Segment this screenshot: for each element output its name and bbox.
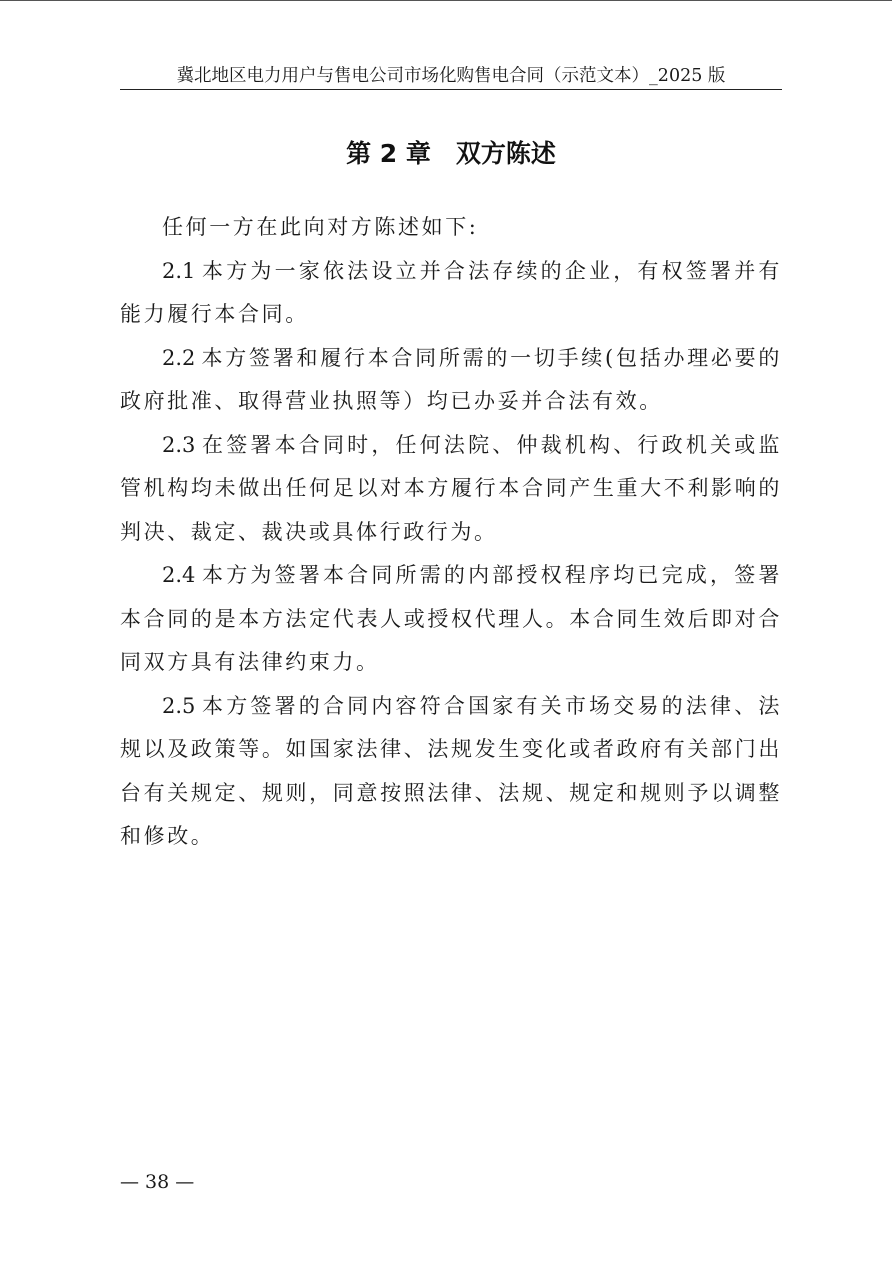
clause-2-5: [120, 685, 782, 859]
clause-number: 2.1: [162, 258, 196, 283]
clause-2-2: [120, 337, 782, 424]
clause-number: 2.4: [162, 563, 196, 587]
running-header: 冀北地区电力用户与售电公司市场化购售电合同（示范文本）_2025 版: [176, 66, 726, 86]
clause-text: 本方为一家依法设立并合法存续的企业，有权签署并有能力履行本合同。: [120, 258, 782, 326]
document-body: [120, 206, 782, 859]
clause-number: 2.5: [162, 693, 196, 718]
page-top-border: [0, 0, 892, 1]
clause-2-4: [120, 554, 782, 685]
clause-text: 本方签署的合同内容符合国家有关市场交易的法律、法规以及政策等。如国家法律、法规发生变化或者政府有关部门出台有关规定、规则，同意按照法律、法规、规定和规则予以调整和修改。: [120, 693, 782, 848]
clause-2-3: [120, 424, 782, 555]
page-number: — 38 —: [120, 1171, 195, 1193]
clause-text: 本方签署和履行本合同所需的一切手续(包括办理必要的政府批准、取得营业执照等）均已办妥并合法有效。: [120, 345, 782, 413]
clause-text: 本方为签署本合同所需的内部授权程序均已完成，签署本合同的是本方法定代表人或授权代理人。本合同生效后即对合同双方具有法律约束力。: [120, 563, 782, 674]
intro-paragraph: 任何一方在此向对方陈述如下:: [162, 215, 479, 239]
header-rule: [120, 89, 782, 90]
chapter-title: 第 2 章 双方陈述: [346, 139, 556, 168]
clause-2-1: [120, 250, 782, 337]
clause-number: 2.2: [162, 345, 196, 370]
clause-text: 在签署本合同时，任何法院、仲裁机构、行政机关或监管机构均未做出任何足以对本方履行本合同产生重大不利影响的判决、裁定、裁决或具体行政行为。: [120, 432, 782, 544]
clause-number: 2.3: [162, 432, 196, 457]
